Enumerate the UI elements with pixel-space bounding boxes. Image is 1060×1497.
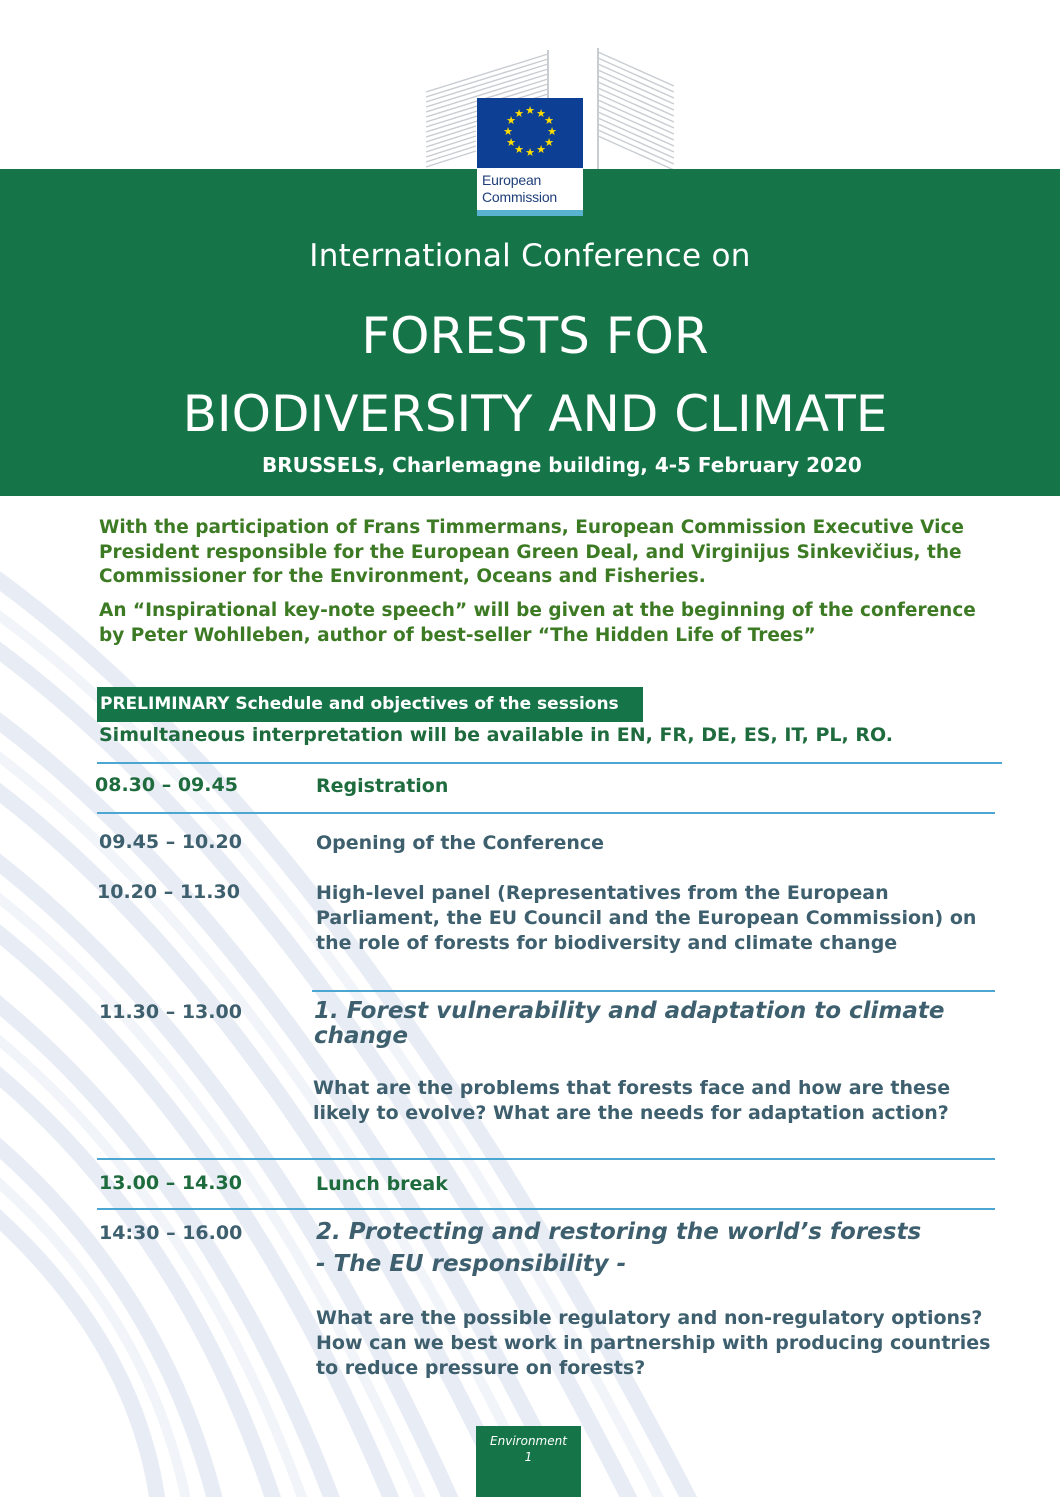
schedule-time: 08.30 – 09.45 [95, 774, 238, 796]
svg-text:★: ★ [506, 114, 516, 127]
svg-text:★: ★ [544, 136, 554, 149]
participants-paragraph: With the participation of Frans Timmermans, European Commission Executive Vice President responsible for the European Green Deal, and Virginijus Sinkevičius, the Commissioner for the Environment, Oceans and Fisheries. [99, 517, 964, 587]
svg-text:★: ★ [544, 114, 554, 127]
svg-text:★: ★ [514, 143, 524, 156]
schedule-time: 10.20 – 11.30 [97, 881, 240, 903]
schedule-time: 13.00 – 14.30 [99, 1172, 242, 1194]
schedule-item: Opening of the Conference [316, 832, 605, 854]
schedule-time: 09.45 – 10.20 [99, 831, 242, 853]
divider [97, 762, 1002, 764]
logo-line-2: Commission [482, 189, 558, 205]
schedule-item: Lunch break [316, 1173, 448, 1195]
keynote-paragraph: An “Inspirational key-note speech” will be given at the beginning of the conference by Peter Wohlleben, author of best-seller “The Hidden Life of Trees” [99, 600, 976, 646]
conference-title [0, 297, 1060, 453]
svg-text:★: ★ [547, 125, 557, 138]
session-description: What are the problems that forests face and how are these likely to evolve? What are the needs for adaptation action? [313, 1077, 951, 1124]
schedule-item: High-level panel (Representatives from the European Parliament, the EU Council and the European Commission) on the role of forests for biodiversity and climate change [316, 882, 977, 954]
schedule-item: Registration [316, 775, 449, 797]
session-title: 1. Forest vulnerability and adaptation to climate change [314, 998, 945, 1049]
divider [97, 1158, 995, 1160]
divider [97, 1208, 995, 1210]
svg-text:★: ★ [514, 107, 524, 120]
divider [97, 812, 995, 814]
logo-line-1: European [482, 172, 542, 188]
european-commission-logo [477, 98, 583, 216]
footer-label: Environment [490, 1434, 567, 1448]
schedule-time: 11.30 – 13.00 [99, 1001, 242, 1023]
svg-text:★: ★ [536, 107, 546, 120]
svg-text:★: ★ [503, 125, 513, 138]
schedule-heading: PRELIMINARY Schedule and objectives of the sessions [97, 687, 643, 722]
svg-text:★: ★ [536, 143, 546, 156]
divider [312, 990, 995, 992]
eu-flag-icon [477, 98, 583, 168]
session-title: 2. Protecting and restoring the world’s forests [316, 1219, 922, 1245]
footer-page-tab [476, 1426, 581, 1497]
schedule-time: 14:30 – 16.00 [99, 1222, 243, 1244]
conference-title-line-1: FORESTS FOR [361, 307, 709, 365]
conference-intro: International Conference on [309, 238, 751, 274]
svg-text:★: ★ [525, 146, 535, 159]
session-subtitle: - The EU responsibility - [316, 1251, 627, 1277]
conference-title-line-2: BIODIVERSITY AND CLIMATE [182, 385, 888, 443]
session-description: What are the possible regulatory and non-regulatory options? How can we best work in partnership with producing countries to reduce pressure on forests? [316, 1307, 991, 1379]
interpretation-note: Simultaneous interpretation will be available in EN, FR, DE, ES, IT, PL, RO. [99, 724, 893, 746]
svg-text:★: ★ [506, 136, 516, 149]
conference-place-date: BRUSSELS, Charlemagne building, 4-5 February 2020 [262, 453, 862, 477]
svg-text:★: ★ [525, 104, 535, 117]
logo-stripe [477, 210, 583, 216]
page-number: 1 [524, 1450, 533, 1464]
logo-wordmark [482, 172, 557, 206]
